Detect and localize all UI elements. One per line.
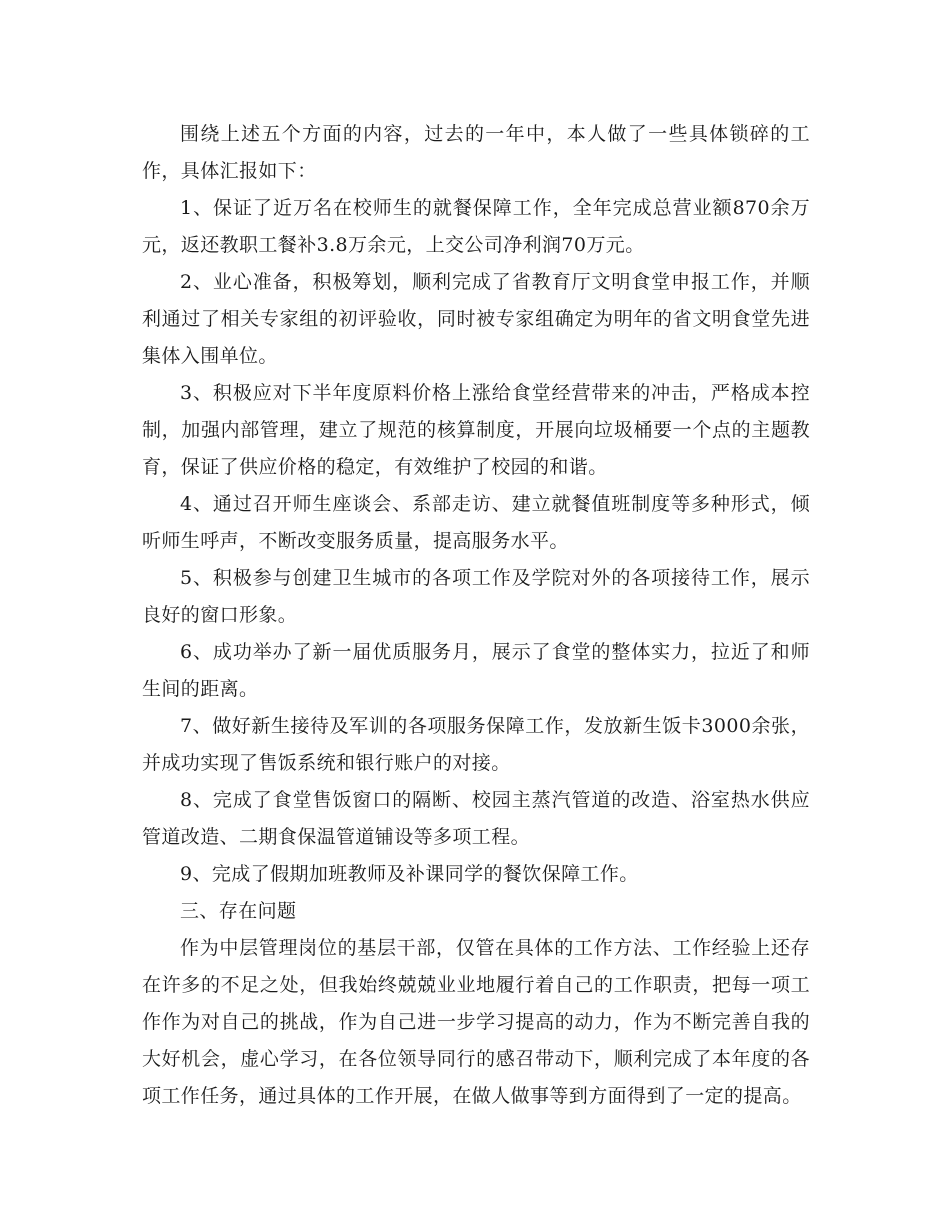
paragraph-item-9: 9、完成了假期加班教师及补课同学的餐饮保障工作。 bbox=[180, 863, 639, 885]
paragraph-item-6: 6、成功举办了新一届优质服务月，展示了食堂的整体实力，拉近了和师生间的距离。 bbox=[142, 641, 810, 700]
paragraph-item-1: 1、保证了近万名在校师生的就餐保障工作，全年完成总营业额870余万元，返还教职工餐补3.8万余元，上交公司净利润70万元。 bbox=[142, 197, 810, 256]
paragraph-item-3: 3、积极应对下半年度原料价格上涨给食堂经营带来的冲击，严格成本控制，加强内部管理，建立了规范的核算制度，开展向垃圾桶要一个点的主题教育，保证了供应价格的稳定，有效维护了校园的和谐。 bbox=[142, 382, 810, 478]
paragraph-item-4: 4、通过召开师生座谈会、系部走访、建立就餐值班制度等多种形式，倾听师生呼声，不断改变服务质量，提高服务水平。 bbox=[142, 493, 810, 552]
paragraph-item-7: 7、做好新生接待及军训的各项服务保障工作，发放新生饭卡3000余张，并成功实现了售饭系统和银行账户的对接。 bbox=[142, 715, 810, 774]
paragraph-item-8: 8、完成了食堂售饭窗口的隔断、校园主蒸汽管道的改造、浴室热水供应管道改造、二期食保温管道铺设等多项工程。 bbox=[142, 789, 810, 848]
paragraph-problems: 作为中层管理岗位的基层干部，仅管在具体的工作方法、工作经验上还存在许多的不足之处，但我始终兢兢业业地履行着自己的工作职责，把每一项工作作为对自己的挑战，作为自己进一步学习提高的动力，作为不断完善自我的大好机会，虚心学习，在各位领导同行的感召带动下，顺利完成了本年度的各项工作任务，通过具体的工作开展，在做人做事等到方面得到了一定的提高。 bbox=[142, 937, 810, 1107]
paragraph-item-5: 5、积极参与创建卫生城市的各项工作及学院对外的各项接待工作，展示良好的窗口形象。 bbox=[142, 567, 810, 626]
section-heading-problems: 三、存在问题 bbox=[180, 900, 297, 922]
paragraph-intro: 围绕上述五个方面的内容，过去的一年中，本人做了一些具体锁碎的工作，具体汇报如下： bbox=[142, 123, 810, 182]
paragraph-item-2: 2、业心准备，积极筹划，顺利完成了省教育厅文明食堂申报工作，并顺利通过了相关专家组的初评验收，同时被专家组确定为明年的省文明食堂先进集体入围单位。 bbox=[142, 271, 810, 367]
document-body bbox=[142, 116, 810, 1115]
